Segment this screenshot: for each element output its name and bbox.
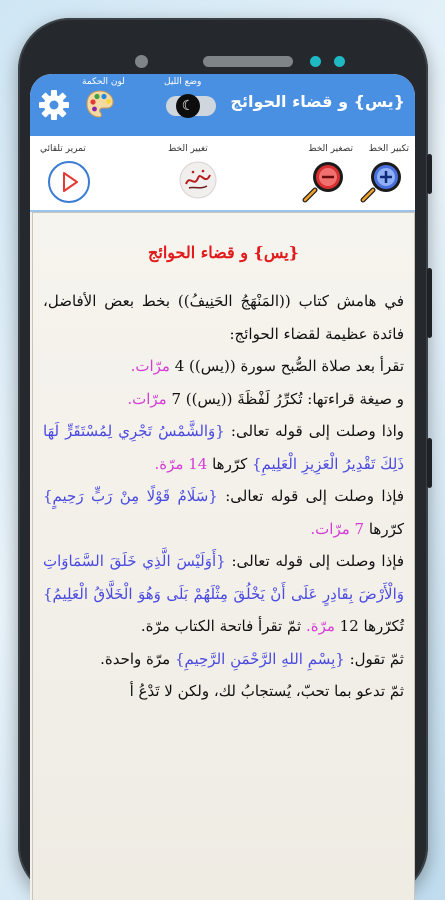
volume-button <box>427 268 432 338</box>
quran-verse: {وَالشَّمْسُ تَجْرِي لِمُسْتَقَرٍّ لَهَا ذَلِكَ تَقْدِيرُ الْعَزِيزِ الْعَلِيمِ} <box>43 422 404 473</box>
proximity-sensor <box>310 56 321 67</box>
zoom-out-icon[interactable] <box>301 156 349 204</box>
text-run: تُكرّرها 12 <box>334 617 404 635</box>
play-icon[interactable] <box>47 160 91 204</box>
paragraph <box>43 350 404 383</box>
text-run: كرّرها <box>364 519 404 538</box>
gear-icon[interactable] <box>37 88 71 122</box>
zoom-in-icon[interactable] <box>359 156 407 204</box>
article-heading: {يس} و قضاء الحوائج <box>148 243 299 262</box>
text-run: في هامش كتاب ((المَنْهَجُ الحَنِيفُ)) بخط بعض الأفاضل، فائدة عظيمة لقضاء الحوائج: <box>43 292 404 343</box>
palette-icon[interactable] <box>84 88 116 120</box>
earpiece-speaker <box>203 56 293 67</box>
paragraph <box>43 480 404 545</box>
count-highlight: 7 مرّات. <box>310 519 365 538</box>
article-body <box>43 285 404 708</box>
paragraph <box>43 675 404 708</box>
paragraph <box>43 643 404 676</box>
count-highlight: مرّات. <box>127 389 167 408</box>
auto-scroll-label: تمرير تلقائي <box>40 144 86 154</box>
article-content[interactable] <box>32 212 415 900</box>
paragraph <box>43 285 404 350</box>
count-highlight: 14 مرّة. <box>154 454 208 473</box>
paragraph <box>43 415 404 480</box>
night-mode-label: وضع الليل <box>164 77 202 87</box>
text-run: واذا وصلت إلى قوله تعالى: <box>224 422 405 440</box>
moon-icon: ☾ <box>176 94 200 118</box>
paragraph <box>43 383 404 416</box>
light-sensor <box>334 56 345 67</box>
count-highlight: مرّة. <box>305 617 335 635</box>
volume-button-lower <box>427 438 432 488</box>
app-screen <box>30 74 415 900</box>
text-run: ثمّ تقول: <box>344 649 404 668</box>
text-run: كرّرها <box>207 454 253 473</box>
top-app-bar <box>30 74 415 136</box>
text-run: ثمّ تدعو بما تحبّ، يُستجابُ لك، ولكن لا تَدْعُ أ <box>129 682 404 700</box>
text-run: فإذا وصلت إلى قوله تعالى: <box>225 552 404 570</box>
zoom-out-label: تصغير الخط <box>308 144 353 154</box>
zoom-in-label: تكبير الخط <box>368 144 409 154</box>
page-title: {يس} و قضاء الحوائج <box>230 92 405 111</box>
quran-verse: {بِسْمِ اللهِ الرَّحْمَنِ الرَّحِيمِ} <box>174 649 345 668</box>
font-toolbar <box>30 136 415 212</box>
text-run: مرّة واحدة. <box>100 649 175 668</box>
text-run: تقرأ بعد صلاة الصُّبح سورة ((يس)) 4 <box>169 357 404 375</box>
text-run: ثمّ تقرأ فاتحة الكتاب مرّة. <box>140 617 306 635</box>
change-font-label: تغيير الخط <box>168 144 208 154</box>
text-run: و صيغة قراءتها: تُكرِّرُ لَفْظَةَ ((يس)) 7 <box>166 389 404 408</box>
front-camera <box>135 55 148 68</box>
text-run: فإذا وصلت إلى قوله تعالى: <box>217 487 404 505</box>
calligraphy-font-icon[interactable] <box>178 160 218 200</box>
count-highlight: مرّات. <box>130 357 170 375</box>
power-button <box>427 154 432 194</box>
wisdom-color-label: لون الحكمة <box>82 77 125 87</box>
quran-verse: {أَوَلَيْسَ الَّذِي خَلَقَ السَّمَاوَاتِ وَالْأَرْضَ بِقَادِرٍ عَلَى أَنْ يَخْلُقَ مِثْلَهُمْ بَلَى وَهُوَ الْخَلَّاقُ الْعَلِيمُ} <box>43 552 404 603</box>
paragraph <box>43 545 404 643</box>
quran-verse: {سَلَامٌ قَوْلًا مِنْ رَبٍّ رَحِيمٍ} <box>43 487 218 505</box>
